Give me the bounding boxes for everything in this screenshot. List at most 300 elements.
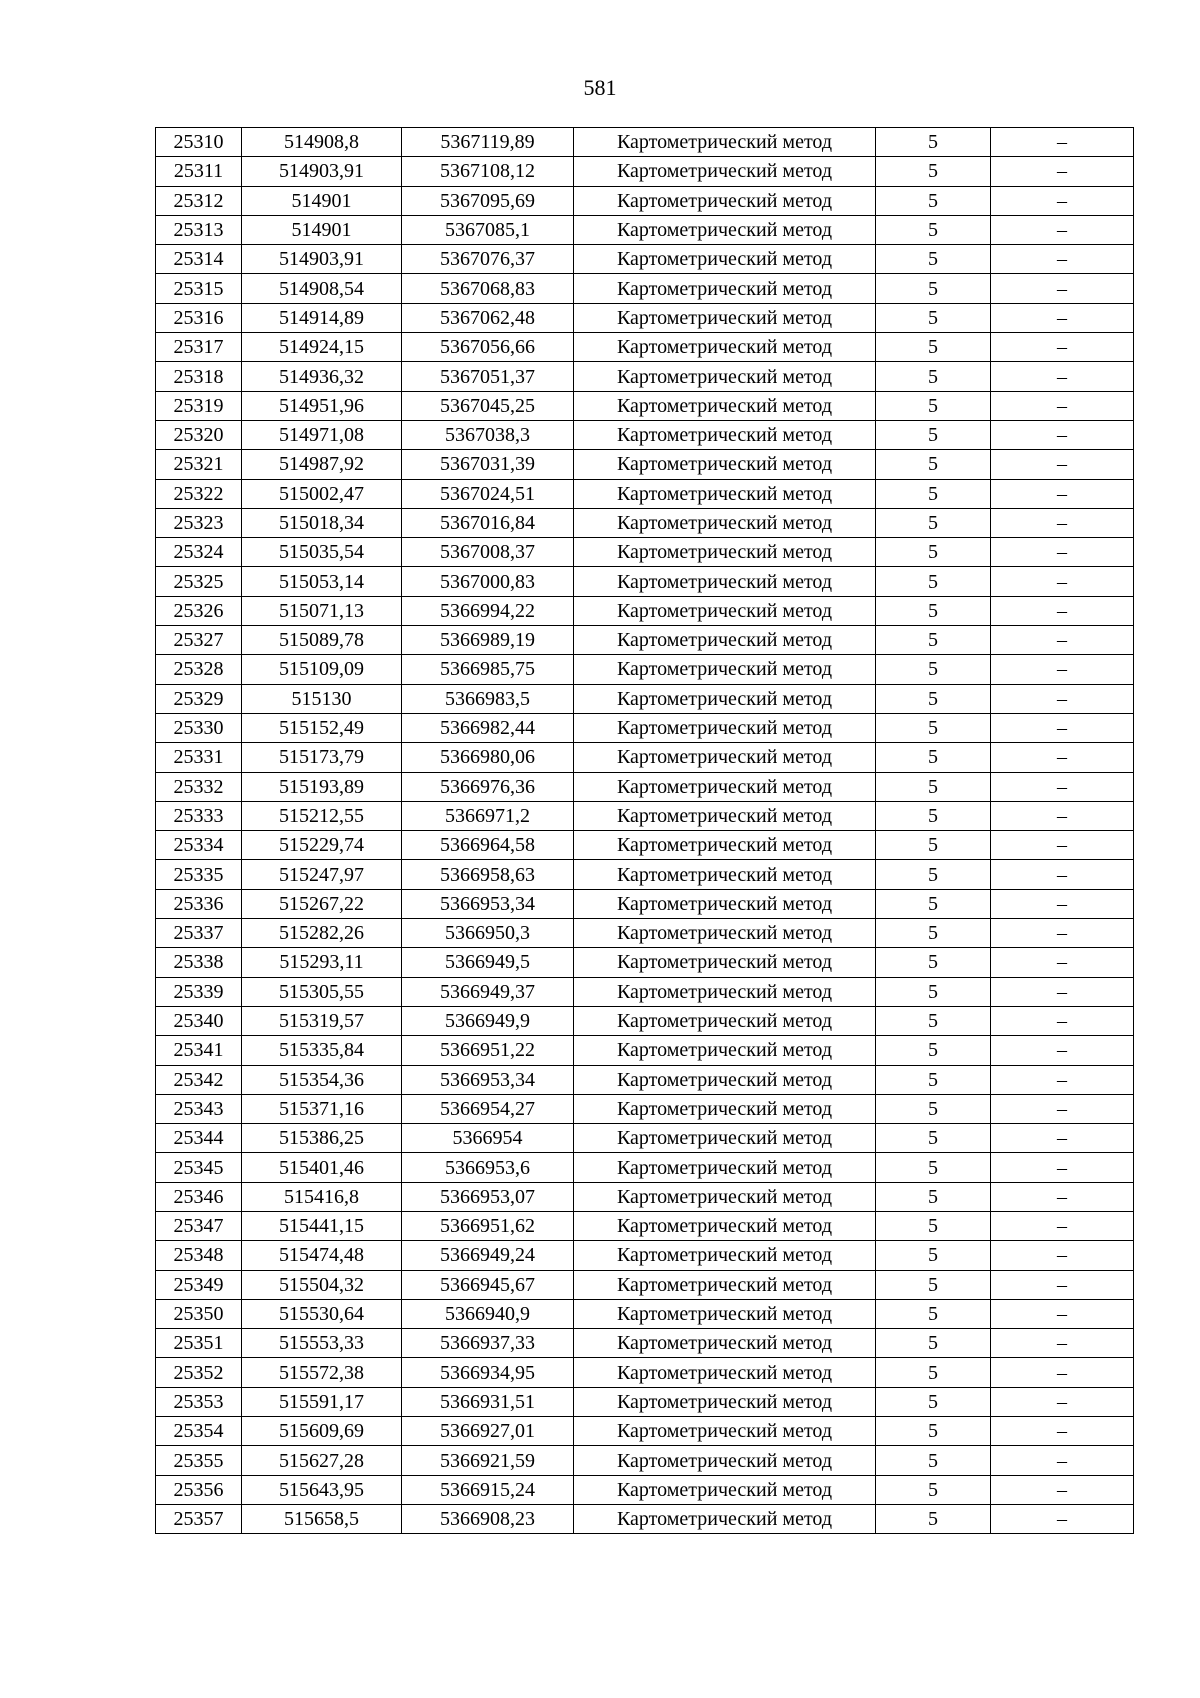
description-cell: –	[991, 1270, 1134, 1299]
x-coordinate-cell: 515229,74	[242, 831, 402, 860]
point-number-cell: 25313	[156, 215, 242, 244]
table-row	[156, 1387, 1134, 1416]
x-coordinate-cell: 515305,55	[242, 977, 402, 1006]
accuracy-cell: 5	[876, 1358, 991, 1387]
description-cell: –	[991, 1124, 1134, 1153]
accuracy-cell: 5	[876, 860, 991, 889]
table-row	[156, 362, 1134, 391]
description-cell: –	[991, 831, 1134, 860]
accuracy-cell: 5	[876, 450, 991, 479]
table-row	[156, 1446, 1134, 1475]
point-number-cell: 25350	[156, 1299, 242, 1328]
table-row	[156, 977, 1134, 1006]
method-cell: Картометрический метод	[574, 1094, 876, 1123]
description-cell: –	[991, 1094, 1134, 1123]
coordinates-table	[155, 127, 1134, 1534]
table-row	[156, 889, 1134, 918]
method-cell: Картометрический метод	[574, 626, 876, 655]
method-cell: Картометрический метод	[574, 479, 876, 508]
method-cell: Картометрический метод	[574, 1270, 876, 1299]
method-cell: Картометрический метод	[574, 391, 876, 420]
method-cell: Картометрический метод	[574, 186, 876, 215]
table-row	[156, 274, 1134, 303]
method-cell: Картометрический метод	[574, 245, 876, 274]
x-coordinate-cell: 515591,17	[242, 1387, 402, 1416]
description-cell: –	[991, 1153, 1134, 1182]
accuracy-cell: 5	[876, 1270, 991, 1299]
table-row	[156, 303, 1134, 332]
description-cell: –	[991, 1299, 1134, 1328]
accuracy-cell: 5	[876, 1211, 991, 1240]
point-number-cell: 25356	[156, 1475, 242, 1504]
point-number-cell: 25335	[156, 860, 242, 889]
table-row	[156, 508, 1134, 537]
point-number-cell: 25312	[156, 186, 242, 215]
y-coordinate-cell: 5367000,83	[402, 567, 574, 596]
y-coordinate-cell: 5366921,59	[402, 1446, 574, 1475]
point-number-cell: 25338	[156, 948, 242, 977]
x-coordinate-cell: 515018,34	[242, 508, 402, 537]
x-coordinate-cell: 515293,11	[242, 948, 402, 977]
table-row	[156, 479, 1134, 508]
description-cell: –	[991, 1504, 1134, 1533]
accuracy-cell: 5	[876, 186, 991, 215]
accuracy-cell: 5	[876, 1182, 991, 1211]
point-number-cell: 25341	[156, 1036, 242, 1065]
y-coordinate-cell: 5367031,39	[402, 450, 574, 479]
method-cell: Картометрический метод	[574, 713, 876, 742]
point-number-cell: 25330	[156, 713, 242, 742]
x-coordinate-cell: 515089,78	[242, 626, 402, 655]
table-row	[156, 1504, 1134, 1533]
y-coordinate-cell: 5367085,1	[402, 215, 574, 244]
description-cell: –	[991, 1036, 1134, 1065]
x-coordinate-cell: 515212,55	[242, 801, 402, 830]
x-coordinate-cell: 515130	[242, 684, 402, 713]
description-cell: –	[991, 245, 1134, 274]
y-coordinate-cell: 5366953,6	[402, 1153, 574, 1182]
table-row	[156, 948, 1134, 977]
y-coordinate-cell: 5366908,23	[402, 1504, 574, 1533]
y-coordinate-cell: 5366934,95	[402, 1358, 574, 1387]
accuracy-cell: 5	[876, 1299, 991, 1328]
point-number-cell: 25337	[156, 919, 242, 948]
table-row	[156, 333, 1134, 362]
y-coordinate-cell: 5366940,9	[402, 1299, 574, 1328]
x-coordinate-cell: 515109,09	[242, 655, 402, 684]
point-number-cell: 25357	[156, 1504, 242, 1533]
table-row	[156, 157, 1134, 186]
point-number-cell: 25328	[156, 655, 242, 684]
accuracy-cell: 5	[876, 1153, 991, 1182]
table-row	[156, 655, 1134, 684]
point-number-cell: 25331	[156, 743, 242, 772]
coordinates-table-body	[156, 128, 1134, 1534]
method-cell: Картометрический метод	[574, 1182, 876, 1211]
accuracy-cell: 5	[876, 1124, 991, 1153]
x-coordinate-cell: 515002,47	[242, 479, 402, 508]
y-coordinate-cell: 5367024,51	[402, 479, 574, 508]
y-coordinate-cell: 5366915,24	[402, 1475, 574, 1504]
method-cell: Картометрический метод	[574, 538, 876, 567]
point-number-cell: 25321	[156, 450, 242, 479]
description-cell: –	[991, 1182, 1134, 1211]
accuracy-cell: 5	[876, 948, 991, 977]
description-cell: –	[991, 333, 1134, 362]
x-coordinate-cell: 515401,46	[242, 1153, 402, 1182]
method-cell: Картометрический метод	[574, 948, 876, 977]
accuracy-cell: 5	[876, 1094, 991, 1123]
description-cell: –	[991, 186, 1134, 215]
y-coordinate-cell: 5366931,51	[402, 1387, 574, 1416]
point-number-cell: 25318	[156, 362, 242, 391]
accuracy-cell: 5	[876, 479, 991, 508]
x-coordinate-cell: 515035,54	[242, 538, 402, 567]
method-cell: Картометрический метод	[574, 303, 876, 332]
method-cell: Картометрический метод	[574, 919, 876, 948]
method-cell: Картометрический метод	[574, 274, 876, 303]
description-cell: –	[991, 1475, 1134, 1504]
table-row	[156, 1475, 1134, 1504]
table-row	[156, 596, 1134, 625]
y-coordinate-cell: 5367008,37	[402, 538, 574, 567]
y-coordinate-cell: 5367095,69	[402, 186, 574, 215]
table-row	[156, 245, 1134, 274]
method-cell: Картометрический метод	[574, 333, 876, 362]
point-number-cell: 25339	[156, 977, 242, 1006]
y-coordinate-cell: 5366949,9	[402, 1006, 574, 1035]
accuracy-cell: 5	[876, 626, 991, 655]
table-row	[156, 919, 1134, 948]
y-coordinate-cell: 5366937,33	[402, 1329, 574, 1358]
method-cell: Картометрический метод	[574, 1358, 876, 1387]
accuracy-cell: 5	[876, 1387, 991, 1416]
table-row	[156, 801, 1134, 830]
point-number-cell: 25349	[156, 1270, 242, 1299]
accuracy-cell: 5	[876, 567, 991, 596]
y-coordinate-cell: 5367119,89	[402, 128, 574, 157]
table-row	[156, 831, 1134, 860]
x-coordinate-cell: 514971,08	[242, 420, 402, 449]
description-cell: –	[991, 538, 1134, 567]
x-coordinate-cell: 515282,26	[242, 919, 402, 948]
y-coordinate-cell: 5366954,27	[402, 1094, 574, 1123]
point-number-cell: 25333	[156, 801, 242, 830]
description-cell: –	[991, 420, 1134, 449]
x-coordinate-cell: 514903,91	[242, 245, 402, 274]
table-row	[156, 538, 1134, 567]
x-coordinate-cell: 515335,84	[242, 1036, 402, 1065]
y-coordinate-cell: 5367051,37	[402, 362, 574, 391]
point-number-cell: 25343	[156, 1094, 242, 1123]
table-row	[156, 1182, 1134, 1211]
x-coordinate-cell: 515553,33	[242, 1329, 402, 1358]
y-coordinate-cell: 5366951,22	[402, 1036, 574, 1065]
page-number: 581	[583, 75, 617, 100]
accuracy-cell: 5	[876, 391, 991, 420]
table-row	[156, 391, 1134, 420]
point-number-cell: 25344	[156, 1124, 242, 1153]
accuracy-cell: 5	[876, 801, 991, 830]
table-row	[156, 626, 1134, 655]
method-cell: Картометрический метод	[574, 1417, 876, 1446]
y-coordinate-cell: 5366976,36	[402, 772, 574, 801]
x-coordinate-cell: 515504,32	[242, 1270, 402, 1299]
accuracy-cell: 5	[876, 420, 991, 449]
table-row	[156, 1006, 1134, 1035]
x-coordinate-cell: 515071,13	[242, 596, 402, 625]
table-row	[156, 860, 1134, 889]
point-number-cell: 25334	[156, 831, 242, 860]
point-number-cell: 25347	[156, 1211, 242, 1240]
y-coordinate-cell: 5366982,44	[402, 713, 574, 742]
y-coordinate-cell: 5366951,62	[402, 1211, 574, 1240]
point-number-cell: 25329	[156, 684, 242, 713]
description-cell: –	[991, 596, 1134, 625]
accuracy-cell: 5	[876, 128, 991, 157]
description-cell: –	[991, 1211, 1134, 1240]
table-row	[156, 567, 1134, 596]
method-cell: Картометрический метод	[574, 596, 876, 625]
accuracy-cell: 5	[876, 1006, 991, 1035]
method-cell: Картометрический метод	[574, 1065, 876, 1094]
description-cell: –	[991, 567, 1134, 596]
method-cell: Картометрический метод	[574, 1446, 876, 1475]
method-cell: Картометрический метод	[574, 1006, 876, 1035]
description-cell: –	[991, 801, 1134, 830]
point-number-cell: 25354	[156, 1417, 242, 1446]
description-cell: –	[991, 977, 1134, 1006]
method-cell: Картометрический метод	[574, 743, 876, 772]
y-coordinate-cell: 5366994,22	[402, 596, 574, 625]
method-cell: Картометрический метод	[574, 1387, 876, 1416]
method-cell: Картометрический метод	[574, 1241, 876, 1270]
point-number-cell: 25346	[156, 1182, 242, 1211]
table-row	[156, 1036, 1134, 1065]
accuracy-cell: 5	[876, 889, 991, 918]
y-coordinate-cell: 5367062,48	[402, 303, 574, 332]
x-coordinate-cell: 515267,22	[242, 889, 402, 918]
method-cell: Картометрический метод	[574, 128, 876, 157]
y-coordinate-cell: 5366964,58	[402, 831, 574, 860]
table-row	[156, 1094, 1134, 1123]
point-number-cell: 25322	[156, 479, 242, 508]
table-row	[156, 1153, 1134, 1182]
method-cell: Картометрический метод	[574, 215, 876, 244]
description-cell: –	[991, 303, 1134, 332]
x-coordinate-cell: 514924,15	[242, 333, 402, 362]
description-cell: –	[991, 450, 1134, 479]
point-number-cell: 25311	[156, 157, 242, 186]
method-cell: Картометрический метод	[574, 684, 876, 713]
accuracy-cell: 5	[876, 831, 991, 860]
y-coordinate-cell: 5367038,3	[402, 420, 574, 449]
accuracy-cell: 5	[876, 919, 991, 948]
y-coordinate-cell: 5366953,34	[402, 889, 574, 918]
description-cell: –	[991, 948, 1134, 977]
point-number-cell: 25336	[156, 889, 242, 918]
y-coordinate-cell: 5366953,34	[402, 1065, 574, 1094]
x-coordinate-cell: 515053,14	[242, 567, 402, 596]
point-number-cell: 25353	[156, 1387, 242, 1416]
accuracy-cell: 5	[876, 713, 991, 742]
y-coordinate-cell: 5366953,07	[402, 1182, 574, 1211]
description-cell: –	[991, 1006, 1134, 1035]
table-row	[156, 1124, 1134, 1153]
method-cell: Картометрический метод	[574, 1036, 876, 1065]
description-cell: –	[991, 1241, 1134, 1270]
description-cell: –	[991, 1065, 1134, 1094]
table-row	[156, 1299, 1134, 1328]
description-cell: –	[991, 274, 1134, 303]
description-cell: –	[991, 391, 1134, 420]
y-coordinate-cell: 5366958,63	[402, 860, 574, 889]
x-coordinate-cell: 515173,79	[242, 743, 402, 772]
x-coordinate-cell: 514901	[242, 186, 402, 215]
method-cell: Картометрический метод	[574, 567, 876, 596]
method-cell: Картометрический метод	[574, 889, 876, 918]
table-row	[156, 215, 1134, 244]
method-cell: Картометрический метод	[574, 1475, 876, 1504]
y-coordinate-cell: 5366949,5	[402, 948, 574, 977]
accuracy-cell: 5	[876, 157, 991, 186]
table-row	[156, 713, 1134, 742]
method-cell: Картометрический метод	[574, 362, 876, 391]
y-coordinate-cell: 5366985,75	[402, 655, 574, 684]
x-coordinate-cell: 515474,48	[242, 1241, 402, 1270]
description-cell: –	[991, 684, 1134, 713]
method-cell: Картометрический метод	[574, 1504, 876, 1533]
description-cell: –	[991, 1329, 1134, 1358]
point-number-cell: 25323	[156, 508, 242, 537]
point-number-cell: 25348	[156, 1241, 242, 1270]
method-cell: Картометрический метод	[574, 420, 876, 449]
y-coordinate-cell: 5366950,3	[402, 919, 574, 948]
method-cell: Картометрический метод	[574, 1299, 876, 1328]
y-coordinate-cell: 5367108,12	[402, 157, 574, 186]
point-number-cell: 25340	[156, 1006, 242, 1035]
point-number-cell: 25325	[156, 567, 242, 596]
description-cell: –	[991, 1446, 1134, 1475]
point-number-cell: 25324	[156, 538, 242, 567]
description-cell: –	[991, 215, 1134, 244]
table-row	[156, 420, 1134, 449]
y-coordinate-cell: 5366954	[402, 1124, 574, 1153]
x-coordinate-cell: 515371,16	[242, 1094, 402, 1123]
point-number-cell: 25319	[156, 391, 242, 420]
point-number-cell: 25326	[156, 596, 242, 625]
x-coordinate-cell: 514951,96	[242, 391, 402, 420]
method-cell: Картометрический метод	[574, 1211, 876, 1240]
table-row	[156, 1065, 1134, 1094]
point-number-cell: 25320	[156, 420, 242, 449]
x-coordinate-cell: 515658,5	[242, 1504, 402, 1533]
method-cell: Картометрический метод	[574, 1329, 876, 1358]
accuracy-cell: 5	[876, 362, 991, 391]
table-row	[156, 1358, 1134, 1387]
description-cell: –	[991, 157, 1134, 186]
point-number-cell: 25316	[156, 303, 242, 332]
accuracy-cell: 5	[876, 245, 991, 274]
method-cell: Картометрический метод	[574, 508, 876, 537]
x-coordinate-cell: 514908,54	[242, 274, 402, 303]
y-coordinate-cell: 5366949,24	[402, 1241, 574, 1270]
point-number-cell: 25317	[156, 333, 242, 362]
x-coordinate-cell: 514901	[242, 215, 402, 244]
table-row	[156, 1329, 1134, 1358]
description-cell: –	[991, 743, 1134, 772]
y-coordinate-cell: 5366980,06	[402, 743, 574, 772]
accuracy-cell: 5	[876, 1036, 991, 1065]
point-number-cell: 25310	[156, 128, 242, 157]
table-row	[156, 1270, 1134, 1299]
x-coordinate-cell: 514903,91	[242, 157, 402, 186]
table-row	[156, 684, 1134, 713]
description-cell: –	[991, 919, 1134, 948]
x-coordinate-cell: 515319,57	[242, 1006, 402, 1035]
description-cell: –	[991, 508, 1134, 537]
accuracy-cell: 5	[876, 977, 991, 1006]
description-cell: –	[991, 128, 1134, 157]
y-coordinate-cell: 5366949,37	[402, 977, 574, 1006]
x-coordinate-cell: 515416,8	[242, 1182, 402, 1211]
accuracy-cell: 5	[876, 772, 991, 801]
y-coordinate-cell: 5367076,37	[402, 245, 574, 274]
point-number-cell: 25355	[156, 1446, 242, 1475]
description-cell: –	[991, 1417, 1134, 1446]
table-row	[156, 450, 1134, 479]
method-cell: Картометрический метод	[574, 655, 876, 684]
point-number-cell: 25332	[156, 772, 242, 801]
description-cell: –	[991, 362, 1134, 391]
description-cell: –	[991, 889, 1134, 918]
x-coordinate-cell: 515193,89	[242, 772, 402, 801]
table-row	[156, 128, 1134, 157]
x-coordinate-cell: 515152,49	[242, 713, 402, 742]
accuracy-cell: 5	[876, 655, 991, 684]
x-coordinate-cell: 515530,64	[242, 1299, 402, 1328]
method-cell: Картометрический метод	[574, 157, 876, 186]
accuracy-cell: 5	[876, 596, 991, 625]
y-coordinate-cell: 5367045,25	[402, 391, 574, 420]
x-coordinate-cell: 514914,89	[242, 303, 402, 332]
y-coordinate-cell: 5367056,66	[402, 333, 574, 362]
accuracy-cell: 5	[876, 538, 991, 567]
accuracy-cell: 5	[876, 1475, 991, 1504]
table-row	[156, 1417, 1134, 1446]
x-coordinate-cell: 515572,38	[242, 1358, 402, 1387]
accuracy-cell: 5	[876, 1065, 991, 1094]
table-row	[156, 1241, 1134, 1270]
accuracy-cell: 5	[876, 508, 991, 537]
description-cell: –	[991, 655, 1134, 684]
method-cell: Картометрический метод	[574, 1153, 876, 1182]
accuracy-cell: 5	[876, 1241, 991, 1270]
y-coordinate-cell: 5366945,67	[402, 1270, 574, 1299]
point-number-cell: 25345	[156, 1153, 242, 1182]
x-coordinate-cell: 514987,92	[242, 450, 402, 479]
table-row	[156, 186, 1134, 215]
description-cell: –	[991, 626, 1134, 655]
accuracy-cell: 5	[876, 215, 991, 244]
x-coordinate-cell: 515386,25	[242, 1124, 402, 1153]
point-number-cell: 25315	[156, 274, 242, 303]
method-cell: Картометрический метод	[574, 450, 876, 479]
accuracy-cell: 5	[876, 1504, 991, 1533]
description-cell: –	[991, 1358, 1134, 1387]
table-row	[156, 772, 1134, 801]
x-coordinate-cell: 515354,36	[242, 1065, 402, 1094]
